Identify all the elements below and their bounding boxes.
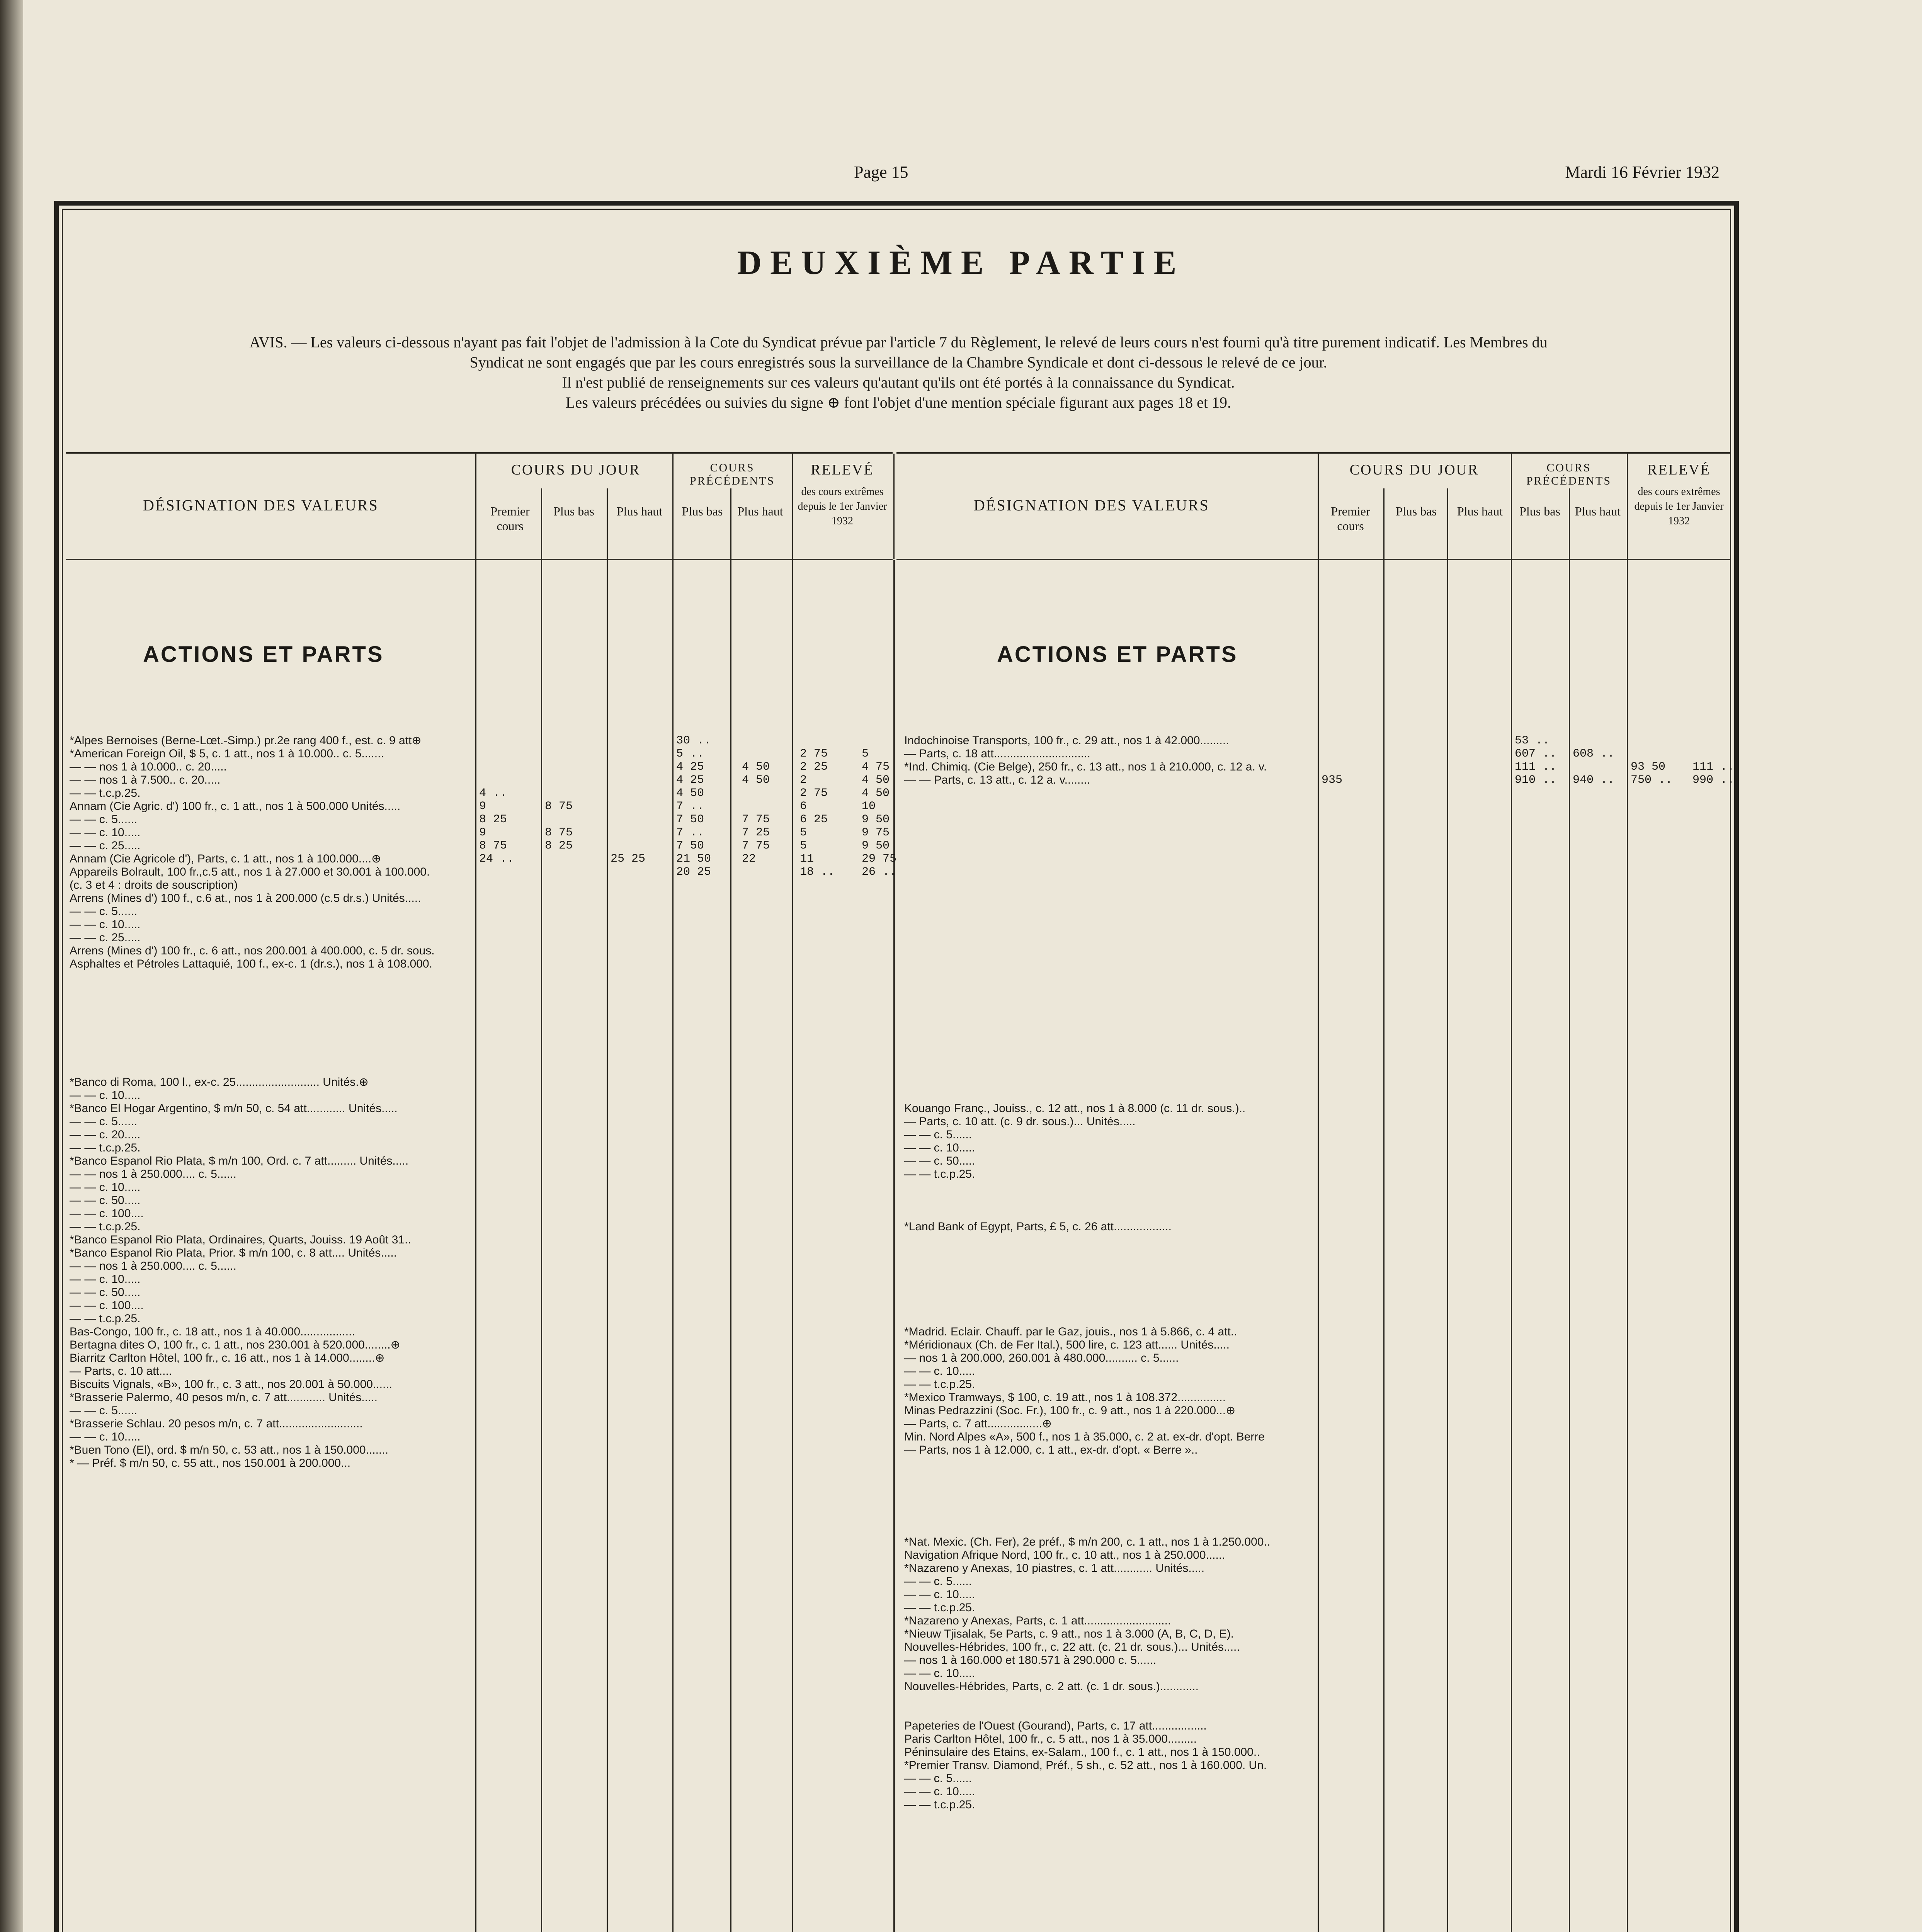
security-row: — Parts, c. 10 att.... [70,1365,172,1378]
price-cell: 4 25 [676,760,704,774]
releve-sub-header: des cours extrêmes depuis le 1er Janvier 1932 [1634,486,1724,527]
security-row: *Nat. Mexic. (Ch. Fer), 2e préf., $ m/n 200, c. 1 att., nos 1 à 1.250.000.. [904,1536,1271,1548]
security-row [904,787,1314,800]
security-row: — — c. 10..... [904,1365,975,1378]
security-row [904,957,1314,971]
designation-header: DÉSIGNATION DES VALEURS [974,497,1209,514]
security-row: — — c. 100.... [70,1207,144,1220]
column-rule [1569,488,1570,559]
price-cell: 4 .. [479,787,507,800]
security-row: *Premier Transv. Diamond, Préf., 5 sh., c. 52 att., nos 1 à 160.000. Un. [904,1759,1267,1772]
security-row: — — t.c.p.25. [904,1378,975,1391]
security-row: — — c. 10..... [904,1667,975,1680]
price-cell: 4 50 [862,787,890,800]
designation-header: DÉSIGNATION DES VALEURS [143,497,379,514]
price-cell: 5 [800,839,807,852]
security-row: (c. 3 et 4 : droits de souscription) [70,879,238,891]
security-row [904,931,1314,944]
price-cell: 7 75 [742,839,770,852]
security-row [70,1010,471,1023]
security-row: — — t.c.p.25. [904,1798,975,1811]
security-row: — — c. 5...... [904,1128,972,1141]
security-row: Nouvelles-Hébrides, 100 fr., c. 22 att. (c. 21 dr. sous.)... Unités..... [904,1641,1240,1653]
price-cell: 29 75 [862,852,897,866]
security-row [904,866,1314,879]
column-rule [541,560,542,1932]
plus-haut-header: Plus haut [616,504,663,518]
price-cell: 10 [862,800,876,813]
column-rule [1383,488,1385,559]
security-row: *Nieuw Tjisalak, 5e Parts, c. 9 att., nos 1 à 3.000 (A, B, C, D, E). [904,1628,1234,1640]
prec-plus-bas-header: Plus bas [1519,504,1560,518]
security-row: — — c. 50..... [70,1286,141,1299]
security-row [904,1023,1314,1036]
security-row [904,892,1314,905]
price-cell: 7 50 [676,839,704,852]
security-row: — — c. 25..... [70,931,141,944]
price-cell: 9 50 [862,813,890,826]
column-rule [475,560,476,1932]
plus-bas-header: Plus bas [1396,504,1437,518]
price-cell: 6 [800,800,807,813]
column-rule [607,488,608,559]
security-row [70,1036,471,1049]
security-row: *American Foreign Oil, $ 5, c. 1 att., nos 1 à 10.000.. c. 5....... [70,747,384,760]
security-row: Min. Nord Alpes «A», 500 f., nos 1 à 35.000, c. 2 at. ex-dr. d'opt. Berre [904,1430,1265,1443]
notice-line: Il n'est publié de renseignements sur ces valeurs qu'autant qu'ils ont été portés à la connaissance du Syndicat. [562,374,1235,391]
releve-sub-header: des cours extrêmes depuis le 1er Janvier 1932 [798,486,887,527]
security-row: Bertagna dites O, 100 fr., c. 1 att., nos 230.001 à 520.000........⊕ [70,1338,400,1351]
price-cell: 4 50 [742,774,770,787]
column-rule [672,454,674,559]
price-cell: 6 25 [800,813,828,826]
column-rule [1627,454,1628,559]
security-row [904,1010,1314,1023]
price-cell: 93 50 [1631,760,1666,774]
section-heading-left: ACTIONS ET PARTS [143,642,384,667]
security-row: — — c. 10..... [70,1273,141,1286]
price-cell: 5 [800,826,807,839]
column-rule [1447,560,1448,1932]
security-row: *Banco Espanol Rio Plata, Prior. $ m/n 100, c. 8 att.... Unités..... [70,1247,397,1259]
notice-line: AVIS. — Les valeurs ci-dessous n'ayant pas fait l'objet de l'admission à la Cote du Syndicat prévue par l'article 7 du Règlement, le relevé de leurs cours n'est fourni qu'à titre purement indicatif. Les Membres du [249,333,1548,351]
premier-cours-header: Premier cours [490,504,530,533]
security-row: *Brasserie Palermo, 40 pesos m/n, c. 7 att............ Unités..... [70,1391,378,1404]
security-row [904,1233,1314,1247]
security-row: — — c. 100.... [70,1299,144,1312]
price-cell: 607 .. [1515,747,1557,760]
notice-block [77,332,1720,413]
security-row [904,1299,1314,1312]
price-cell: 9 75 [862,826,890,839]
security-row: Biarritz Carlton Hôtel, 100 fr., c. 16 att., nos 1 à 14.000........⊕ [70,1352,385,1364]
security-row [70,997,471,1010]
price-cell: 4 50 [676,787,704,800]
security-row [70,1063,471,1076]
price-cell: 2 75 [800,787,828,800]
security-row [904,1509,1314,1522]
security-row: — — t.c.p.25. [70,1312,141,1325]
price-cell: 8 25 [479,813,507,826]
security-row: — Parts, c. 7 att.................⊕ [904,1417,1052,1430]
security-row: *Buen Tono (El), ord. $ m/n 50, c. 53 att., nos 1 à 150.000....... [70,1444,388,1456]
security-row: — — c. 10..... [904,1785,975,1798]
price-cell: 2 75 [800,747,828,760]
security-row: — Parts, nos 1 à 12.000, c. 1 att., ex-dr. d'opt. « Berre ».. [904,1444,1198,1456]
security-row: — — t.c.p.25. [904,1168,975,1180]
notice-line: Syndicat ne sont engagés que par les cours enregistrés sous la surveillance de la Chambre Syndicale et dont ci-dessous le relevé de ce jour. [469,354,1327,371]
security-row: Nouvelles-Hébrides, Parts, c. 2 att. (c. 1 dr. sous.)............ [904,1680,1199,1693]
security-row [904,1089,1314,1102]
price-cell: 750 .. [1631,774,1673,787]
security-row: — — nos 1 à 7.500.. c. 20..... [70,774,221,786]
price-cell: 990 .. [1692,774,1735,787]
security-row [904,1076,1314,1089]
security-row [904,1483,1314,1496]
security-row [904,1194,1314,1207]
cours-du-jour-header: COURS DU JOUR [1349,462,1479,478]
security-row: — nos 1 à 160.000 et 180.571 à 290.000 c. 5...... [904,1654,1157,1667]
price-cell: 26 .. [862,866,897,879]
security-row: — — nos 1 à 250.000.... c. 5...... [70,1260,236,1272]
center-divider [893,560,895,1932]
security-row: Kouango Franç., Jouiss., c. 12 att., nos 1 à 8.000 (c. 11 dr. sous.).. [904,1102,1246,1115]
security-row: *Méridionaux (Ch. de Fer Ital.), 500 lire, c. 123 att...... Unités..... [904,1338,1230,1351]
price-cell: 7 .. [676,800,704,813]
column-rule [1511,560,1512,1932]
column-rule [541,488,542,559]
page-number: Page 15 [854,163,908,182]
price-cell: 20 25 [676,866,711,879]
security-row: — — c. 50..... [70,1194,141,1207]
security-row [904,1207,1314,1220]
security-row: *Land Bank of Egypt, Parts, £ 5, c. 26 att.................. [904,1220,1172,1233]
security-row: — — c. 5...... [70,813,138,826]
security-row: — — c. 10..... [904,1141,975,1154]
price-cell: 935 [1322,774,1343,787]
security-row [904,1457,1314,1470]
security-row [70,984,471,997]
security-row: *Nazareno y Anexas, Parts, c. 1 att........................... [904,1614,1171,1627]
price-cell: 8 25 [545,839,573,852]
security-row: — — c. 50..... [904,1155,975,1167]
security-row [904,984,1314,997]
cours-precedents-header: COURS PRÉCÉDENTS [689,461,775,487]
security-row: *Banco Espanol Rio Plata, Ordinaires, Quarts, Jouiss. 19 Août 31.. [70,1233,411,1246]
column-rule [1447,488,1448,559]
price-cell: 7 50 [676,813,704,826]
security-row [904,800,1314,813]
prec-plus-bas-header: Plus bas [682,504,723,518]
price-cell: 9 50 [862,839,890,852]
price-cell: 9 [479,800,486,813]
security-row: Annam (Cie Agric. d') 100 fr., c. 1 att., nos 1 à 500.000 Unités..... [70,800,401,813]
security-row: Appareils Bolrault, 100 fr.,c.5 att., nos 1 à 27.000 et 30.001 à 100.000. [70,866,430,878]
premier-cours-header: Premier cours [1331,504,1370,533]
page-binding-shadow [0,0,23,1932]
price-cell: 608 .. [1573,747,1615,760]
price-cell: 111 .. [1692,760,1735,774]
column-rule [1383,560,1385,1932]
security-row [904,905,1314,918]
security-row [904,1260,1314,1273]
prec-plus-haut-header: Plus haut [737,504,783,518]
section-title: DEUXIÈME PARTIE [737,244,1185,282]
security-row [904,997,1314,1010]
security-row: Péninsulaire des Etains, ex-Salam., 100 f., c. 1 att., nos 1 à 150.000.. [904,1746,1260,1759]
security-row [904,1049,1314,1063]
right-securities-list [904,734,1314,1811]
security-row: — — t.c.p.25. [70,1141,141,1154]
security-row [904,1496,1314,1509]
price-cell: 18 .. [800,866,835,879]
security-row: — — nos 1 à 10.000.. c. 20..... [70,760,227,773]
security-row: *Alpes Bernoises (Berne-Lœt.-Simp.) pr.2e rang 400 f., est. c. 9 att⊕ [70,734,422,747]
security-row: — — t.c.p.25. [904,1601,975,1614]
security-row: — — c. 5...... [70,905,138,918]
security-row [904,1036,1314,1049]
column-rule [1569,560,1570,1932]
security-row: — nos 1 à 200.000, 260.001 à 480.000.......... c. 5...... [904,1352,1179,1364]
security-row [904,918,1314,931]
security-row: Asphaltes et Pétroles Lattaquié, 100 f., ex-c. 1 (dr.s.), nos 1 à 108.000. [70,957,432,970]
price-cell: 910 .. [1515,774,1557,787]
price-cell: 30 .. [676,734,711,747]
price-cell: 53 .. [1515,734,1550,747]
left-table-header [66,452,893,560]
security-row: — — c. 10..... [70,826,141,839]
security-row: — — Parts, c. 13 att., c. 12 a. v........ [904,774,1090,786]
security-row: — — t.c.p.25. [70,1220,141,1233]
security-row: — — c. 10..... [70,918,141,931]
security-row [904,1286,1314,1299]
column-rule [893,454,895,559]
security-row: — Parts, c. 10 att. (c. 9 dr. sous.)... Unités..... [904,1115,1136,1128]
left-securities-list [70,734,471,1470]
price-cell: 24 .. [479,852,514,866]
security-row [904,879,1314,892]
column-rule [792,454,793,559]
security-row: Biscuits Vignals, «B», 100 fr., c. 3 att., nos 20.001 à 50.000...... [70,1378,392,1391]
security-row [904,1312,1314,1325]
right-table-header [896,452,1731,560]
security-row: — — c. 20..... [70,1128,141,1141]
security-row [904,1693,1314,1706]
security-row [904,813,1314,826]
security-row: — Parts, c. 18 att.............................. [904,747,1090,760]
security-row [904,1273,1314,1286]
column-rule [1627,560,1628,1932]
security-row: *Nazareno y Anexas, 10 piastres, c. 1 att............ Unités..... [904,1562,1205,1575]
security-row [70,1023,471,1036]
security-row [904,944,1314,957]
price-cell: 5 .. [676,747,704,760]
security-row: *Madrid. Eclair. Chauff. par le Gaz, jouis., nos 1 à 5.866, c. 4 att.. [904,1325,1237,1338]
cours-du-jour-header: COURS DU JOUR [511,462,641,478]
security-row: — — c. 25..... [70,839,141,852]
column-rule [672,560,674,1932]
price-cell: 7 25 [742,826,770,839]
price-cell: 4 50 [862,774,890,787]
column-rule [792,560,793,1932]
security-row: * — Préf. $ m/n 50, c. 55 att., nos 150.001 à 200.000... [70,1457,351,1469]
security-row: *Banco Espanol Rio Plata, $ m/n 100, Ord. c. 7 att......... Unités..... [70,1155,409,1167]
security-row [70,1049,471,1063]
security-row: — — nos 1 à 250.000.... c. 5...... [70,1168,236,1180]
price-cell: 25 25 [611,852,646,866]
price-cell: 21 50 [676,852,711,866]
price-cell: 940 .. [1573,774,1615,787]
price-cell: 5 [862,747,869,760]
security-row [904,826,1314,839]
security-row: *Banco El Hogar Argentino, $ m/n 50, c. 54 att............ Unités..... [70,1102,398,1115]
price-cell: 22 [742,852,756,866]
security-row [904,1063,1314,1076]
column-rule [1318,454,1319,559]
security-row: Bas-Congo, 100 fr., c. 18 att., nos 1 à 40.000................. [70,1325,355,1338]
plus-haut-header: Plus haut [1457,504,1503,518]
security-row: — — c. 5...... [70,1115,138,1128]
cours-precedents-header: COURS PRÉCÉDENTS [1526,461,1612,487]
releve-header: RELEVÉ [811,462,874,478]
security-row [70,971,471,984]
page-header [58,162,1720,189]
price-cell: 7 75 [742,813,770,826]
price-cell: 8 75 [545,826,573,839]
security-row [904,1522,1314,1536]
security-row: Annam (Cie Agricole d'), Parts, c. 1 att., nos 1 à 100.000....⊕ [70,852,381,865]
security-row: — — t.c.p.25. [70,787,141,799]
price-cell: 11 [800,852,814,866]
price-cell: 2 [800,774,807,787]
plus-bas-header: Plus bas [553,504,594,518]
column-rule [1318,560,1319,1932]
security-row [904,971,1314,984]
security-row: — — c. 5...... [70,1404,138,1417]
security-row: Indochinoise Transports, 100 fr., c. 29 att., nos 1 à 42.000......... [904,734,1229,747]
security-row: Arrens (Mines d') 100 fr., c. 6 att., nos 200.001 à 400.000, c. 5 dr. sous. [70,944,435,957]
price-cell: 8 75 [545,800,573,813]
notice-line: Les valeurs précédées ou suivies du signe ⊕ font l'objet d'une mention spéciale figurant aux pages 18 et 19. [566,394,1231,411]
page-date: Mardi 16 Février 1932 [1565,163,1720,182]
column-rule [475,454,476,559]
security-row: — — c. 10..... [70,1430,141,1443]
security-row: — — c. 10..... [70,1089,141,1102]
security-row: *Ind. Chimiq. (Cie Belge), 250 fr., c. 13 att., nos 1 à 210.000, c. 12 a. v. [904,760,1267,773]
security-row [904,1181,1314,1194]
column-rule [730,488,731,559]
price-cell: 4 75 [862,760,890,774]
security-row [904,852,1314,866]
security-row: — — c. 10..... [70,1181,141,1194]
price-cell: 8 75 [479,839,507,852]
column-rule [730,560,731,1932]
security-row [904,1247,1314,1260]
column-rule [607,560,608,1932]
price-cell: 2 25 [800,760,828,774]
security-row: Papeteries de l'Ouest (Gourand), Parts, c. 17 att................. [904,1719,1207,1732]
column-rule [1511,454,1512,559]
security-row: *Brasserie Schlau. 20 pesos m/n, c. 7 att.......................... [70,1417,363,1430]
security-row [904,1470,1314,1483]
price-cell: 4 25 [676,774,704,787]
security-row: — — c. 5...... [904,1575,972,1588]
security-row: — — c. 5...... [904,1772,972,1785]
security-row: — — c. 10..... [904,1588,975,1601]
security-row: Minas Pedrazzini (Soc. Fr.), 100 fr., c. 9 att., nos 1 à 220.000...⊕ [904,1404,1236,1417]
price-cell: 4 50 [742,760,770,774]
price-cell: 9 [479,826,486,839]
security-row: Navigation Afrique Nord, 100 fr., c. 10 att., nos 1 à 250.000...... [904,1549,1225,1561]
prec-plus-haut-header: Plus haut [1575,504,1621,518]
price-cell: 7 .. [676,826,704,839]
section-heading-right: ACTIONS ET PARTS [997,642,1238,667]
security-row: Paris Carlton Hôtel, 100 fr., c. 5 att., nos 1 à 35.000......... [904,1733,1197,1745]
security-row: *Mexico Tramways, $ 100, c. 19 att., nos 1 à 108.372............... [904,1391,1226,1404]
price-cell: 111 .. [1515,760,1557,774]
security-row [904,1706,1314,1719]
releve-header: RELEVÉ [1647,462,1711,478]
security-row [904,839,1314,852]
security-row: Arrens (Mines d') 100 f., c.6 at., nos 1 à 200.000 (c.5 dr.s.) Unités..... [70,892,421,905]
security-row: *Banco di Roma, 100 l., ex-c. 25.......................... Unités.⊕ [70,1076,369,1088]
